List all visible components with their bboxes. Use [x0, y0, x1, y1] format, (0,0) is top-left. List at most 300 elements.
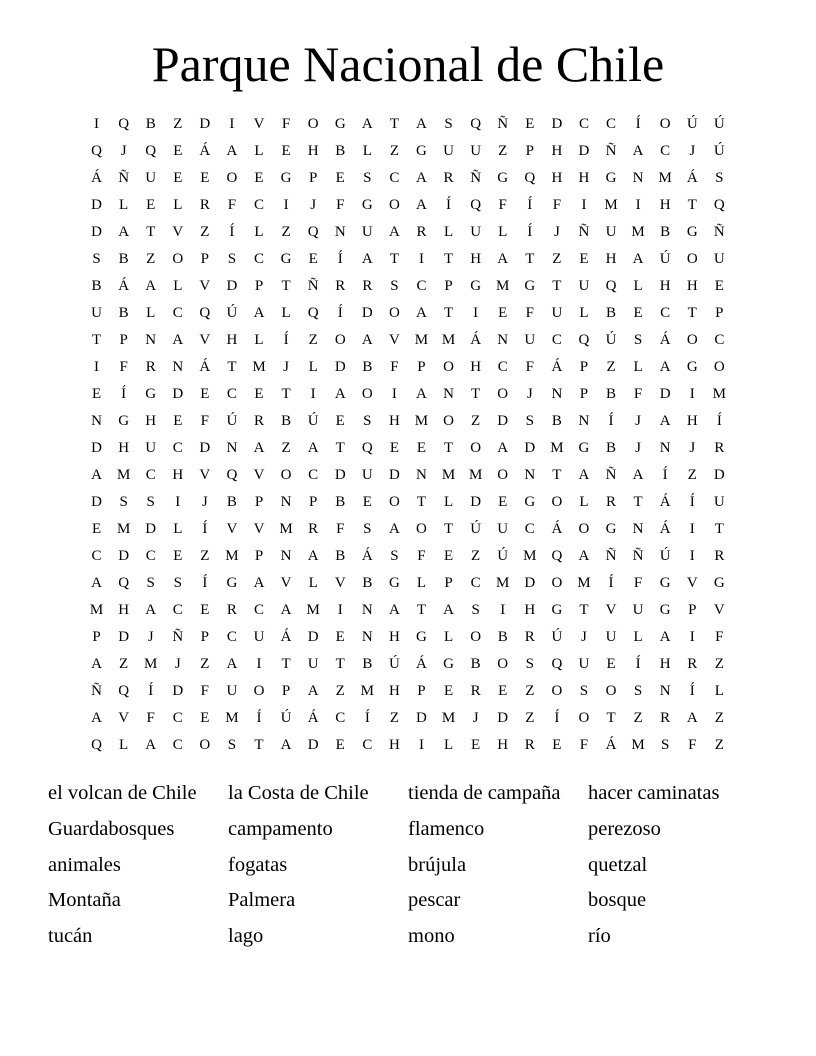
grid-letter: I [391, 386, 397, 402]
word-list-item: campamento [228, 817, 333, 840]
grid-letter: D [118, 548, 130, 564]
grid-letter: F [579, 737, 589, 753]
grid-letter: E [498, 305, 508, 321]
grid-letter: Ñ [578, 224, 590, 240]
grid-letter: A [361, 251, 373, 267]
grid-letter: B [335, 548, 346, 564]
grid-letter: E [91, 521, 102, 537]
grid-letter: G [524, 494, 536, 510]
grid-letter: D [578, 143, 590, 159]
grid-letter: T [254, 737, 264, 753]
grid-letter: Ñ [713, 224, 725, 240]
grid-letter: D [524, 440, 536, 456]
grid-letter: D [172, 683, 184, 699]
grid-letter: E [335, 170, 345, 186]
grid-letter: I [689, 386, 695, 402]
grid-letter: E [471, 737, 481, 753]
grid-letter: Á [686, 170, 698, 186]
grid-letter: J [283, 359, 289, 375]
grid-letter: T [443, 305, 454, 321]
grid-letter: D [388, 467, 400, 483]
grid-letter: O [605, 683, 617, 699]
grid-letter: S [146, 494, 155, 510]
grid-letter: Ú [686, 116, 698, 132]
grid-letter: A [172, 332, 184, 348]
grid-letter: N [524, 467, 536, 483]
grid-letter: A [443, 602, 454, 618]
grid-letter: Z [498, 143, 508, 159]
grid-letter: L [119, 737, 129, 753]
grid-letter: D [91, 224, 102, 240]
grid-letter: U [361, 467, 373, 483]
grid-letter: Í [689, 494, 695, 510]
grid-letter: P [417, 683, 426, 699]
grid-letter: T [335, 656, 345, 672]
grid-letter: I [500, 602, 506, 618]
grid-letter: G [443, 656, 454, 672]
grid-letter: D [497, 413, 509, 429]
grid-letter: L [633, 278, 643, 294]
grid-letter: P [254, 494, 264, 510]
grid-letter: S [579, 683, 589, 699]
word-list-item: río [588, 925, 611, 948]
grid-letter: Í [689, 683, 695, 699]
grid-letter: M [468, 467, 483, 483]
grid-letter: P [119, 332, 128, 348]
grid-letter: Ú [470, 521, 482, 537]
grid-letter: R [443, 170, 454, 186]
grid-letter: Á [118, 278, 130, 294]
grid-letter: L [254, 224, 264, 240]
grid-letter: Í [202, 575, 208, 591]
grid-letter: F [336, 521, 345, 537]
grid-letter: E [308, 251, 318, 267]
grid-letter: Z [714, 656, 724, 672]
grid-letter: M [712, 386, 726, 402]
grid-letter: J [581, 629, 587, 645]
grid-letter: R [606, 494, 617, 510]
grid-letter: Á [551, 521, 563, 537]
grid-letter: E [173, 548, 183, 564]
grid-letter: T [281, 386, 291, 402]
grid-letter: I [310, 386, 316, 402]
grid-letter: C [145, 467, 156, 483]
grid-letter: V [253, 521, 265, 537]
grid-letter: Z [200, 224, 210, 240]
grid-letter: U [443, 143, 454, 159]
grid-letter: O [226, 170, 238, 186]
grid-letter: I [175, 494, 181, 510]
grid-letter: A [361, 332, 373, 348]
grid-letter: J [635, 440, 642, 456]
grid-letter: G [145, 386, 157, 402]
grid-letter: A [416, 170, 427, 186]
grid-letter: O [470, 629, 482, 645]
grid-letter: E [362, 494, 372, 510]
grid-letter: B [362, 575, 373, 591]
grid-letter: L [579, 494, 589, 510]
grid-letter: D [91, 494, 102, 510]
grid-letter: M [441, 332, 456, 348]
grid-letter: N [334, 224, 346, 240]
grid-letter: C [362, 737, 373, 753]
grid-letter: C [714, 332, 725, 348]
grid-letter: E [335, 737, 345, 753]
grid-letter: D [172, 386, 184, 402]
grid-letter: L [308, 575, 318, 591]
grid-letter: T [443, 521, 454, 537]
grid-letter: D [361, 305, 373, 321]
grid-letter: Ú [659, 251, 671, 267]
grid-letter: Í [662, 467, 668, 483]
grid-letter: M [631, 737, 645, 753]
grid-letter: Q [118, 575, 130, 591]
grid-letter: L [443, 629, 454, 645]
grid-letter: T [416, 494, 427, 510]
grid-letter: C [254, 602, 265, 618]
grid-letter: P [417, 359, 426, 375]
grid-letter: N [226, 440, 238, 456]
grid-letter: R [145, 359, 156, 375]
grid-letter: H [118, 440, 130, 456]
grid-letter: E [91, 386, 102, 402]
grid-letter: U [145, 170, 157, 186]
grid-letter: U [632, 602, 644, 618]
grid-letter: F [715, 629, 724, 645]
grid-letter: E [200, 386, 210, 402]
grid-letter: E [389, 440, 399, 456]
grid-letter: B [606, 305, 617, 321]
grid-letter: A [578, 548, 590, 564]
grid-letter: D [470, 494, 482, 510]
grid-letter: D [199, 440, 211, 456]
grid-letter: M [631, 224, 645, 240]
grid-letter: Ú [226, 413, 238, 429]
grid-letter: F [390, 359, 399, 375]
grid-letter: B [226, 494, 237, 510]
grid-letter: G [713, 575, 725, 591]
grid-letter: N [497, 332, 509, 348]
grid-letter: F [200, 413, 210, 429]
grid-letter: H [551, 170, 563, 186]
grid-letter: C [254, 197, 265, 213]
grid-letter: Q [470, 116, 482, 132]
grid-letter: T [525, 251, 535, 267]
grid-letter: J [201, 494, 208, 510]
grid-letter: Ú [280, 710, 292, 726]
grid-letter: D [497, 710, 509, 726]
grid-letter: O [443, 359, 454, 375]
grid-letter: Z [389, 143, 399, 159]
grid-letter: Á [659, 521, 671, 537]
grid-letter: T [552, 278, 562, 294]
grid-letter: U [91, 305, 102, 321]
grid-letter: P [444, 278, 453, 294]
grid-letter: A [361, 116, 373, 132]
grid-letter: Z [633, 710, 643, 726]
grid-letter: H [388, 737, 400, 753]
grid-letter: O [361, 386, 373, 402]
grid-letter: O [172, 251, 184, 267]
grid-letter: A [91, 656, 102, 672]
grid-letter: A [578, 467, 590, 483]
grid-letter: Q [118, 683, 130, 699]
grid-letter: A [91, 467, 102, 483]
grid-letter: R [362, 278, 373, 294]
grid-letter: C [470, 575, 481, 591]
grid-letter: A [253, 305, 265, 321]
grid-letter: Ñ [605, 548, 617, 564]
grid-letter: V [199, 278, 211, 294]
grid-letter: D [551, 116, 563, 132]
grid-letter: Í [364, 710, 370, 726]
grid-letter: P [308, 170, 318, 186]
grid-letter: E [525, 116, 535, 132]
grid-letter: G [686, 224, 698, 240]
grid-letter: A [686, 710, 698, 726]
grid-letter: M [306, 602, 320, 618]
grid-letter: Í [337, 251, 343, 267]
grid-letter: A [145, 737, 157, 753]
grid-letter: E [552, 737, 562, 753]
grid-letter: N [91, 413, 102, 429]
grid-letter: L [173, 521, 183, 537]
grid-letter: R [335, 278, 346, 294]
grid-letter: C [226, 629, 237, 645]
grid-letter: G [118, 413, 130, 429]
grid-letter: C [606, 116, 617, 132]
grid-letter: B [470, 656, 481, 672]
grid-letter: V [253, 467, 265, 483]
grid-letter: U [145, 440, 157, 456]
grid-letter: S [390, 548, 399, 564]
grid-letter: D [91, 440, 102, 456]
grid-letter: P [688, 602, 697, 618]
grid-letter: P [254, 548, 264, 564]
grid-letter: Í [148, 683, 154, 699]
grid-letter: O [578, 521, 590, 537]
grid-letter: S [119, 494, 128, 510]
grid-letter: H [388, 413, 400, 429]
grid-letter: J [689, 440, 696, 456]
grid-letter: J [310, 197, 317, 213]
grid-letter: R [524, 629, 535, 645]
grid-letter: H [307, 143, 319, 159]
grid-letter: T [687, 305, 697, 321]
grid-letter: O [334, 332, 346, 348]
grid-letter: Í [635, 116, 641, 132]
grid-letter: M [658, 170, 672, 186]
grid-letter: D [145, 521, 157, 537]
grid-letter: J [147, 629, 154, 645]
grid-letter: G [551, 602, 563, 618]
grid-letter: N [280, 494, 292, 510]
grid-letter: G [416, 143, 427, 159]
grid-letter: H [659, 278, 671, 294]
grid-letter: Ú [226, 305, 238, 321]
grid-letter: H [118, 602, 130, 618]
grid-letter: A [416, 116, 427, 132]
grid-letter: H [551, 143, 563, 159]
grid-letter: B [606, 386, 617, 402]
grid-letter: B [281, 413, 292, 429]
grid-letter: D [307, 737, 319, 753]
grid-letter: F [498, 197, 507, 213]
grid-letter: S [444, 116, 453, 132]
grid-letter: B [660, 224, 671, 240]
grid-letter: Q [524, 170, 536, 186]
word-list-item: Palmera [228, 889, 296, 912]
grid-letter: A [253, 575, 265, 591]
grid-letter: U [524, 332, 536, 348]
grid-letter: V [199, 467, 211, 483]
grid-letter: A [226, 143, 238, 159]
grid-letter: Q [551, 656, 563, 672]
grid-letter: O [551, 494, 563, 510]
grid-letter: F [525, 359, 534, 375]
grid-letter: B [118, 251, 129, 267]
grid-letter: I [229, 116, 235, 132]
grid-letter: A [280, 602, 292, 618]
grid-letter: B [551, 413, 562, 429]
grid-letter: E [173, 143, 183, 159]
grid-letter: Z [714, 737, 724, 753]
grid-letter: T [335, 440, 345, 456]
grid-letter: D [524, 575, 536, 591]
grid-letter: Ñ [307, 278, 319, 294]
grid-letter: N [416, 467, 427, 483]
grid-letter: Í [635, 656, 641, 672]
grid-letter: A [253, 440, 265, 456]
grid-letter: Í [554, 710, 560, 726]
grid-letter: E [606, 656, 616, 672]
grid-letter: S [525, 413, 534, 429]
grid-letter: U [578, 656, 590, 672]
grid-letter: T [146, 224, 156, 240]
word-list-item: Guardabosques [48, 817, 175, 840]
grid-letter: T [389, 251, 399, 267]
grid-letter: S [146, 575, 155, 591]
grid-letter: A [226, 656, 238, 672]
grid-letter: Á [659, 332, 671, 348]
grid-letter: L [498, 224, 508, 240]
grid-letter: A [659, 413, 671, 429]
grid-letter: U [497, 521, 509, 537]
grid-letter: C [226, 386, 237, 402]
grid-letter: H [659, 656, 671, 672]
grid-letter: L [173, 197, 183, 213]
grid-letter: E [200, 710, 210, 726]
grid-letter: M [252, 359, 266, 375]
grid-letter: U [307, 656, 319, 672]
grid-letter: U [551, 305, 563, 321]
grid-letter: N [632, 521, 644, 537]
grid-letter: H [388, 683, 400, 699]
grid-letter: F [633, 575, 643, 591]
grid-letter: A [307, 440, 319, 456]
grid-letter: A [416, 386, 427, 402]
grid-letter: R [660, 710, 671, 726]
grid-letter: Í [527, 197, 533, 213]
grid-letter: O [388, 305, 400, 321]
word-search-grid [83, 111, 733, 759]
grid-letter: G [388, 575, 400, 591]
grid-letter: S [227, 251, 237, 267]
grid-letter: A [416, 305, 427, 321]
grid-letter: Í [229, 224, 235, 240]
grid-letter: L [308, 359, 318, 375]
grid-letter: Z [714, 710, 724, 726]
grid-letter: L [254, 143, 264, 159]
grid-letter: M [279, 521, 293, 537]
grid-letter: A [659, 359, 671, 375]
grid-letter: L [633, 359, 643, 375]
grid-letter: Z [173, 116, 183, 132]
grid-letter: C [578, 116, 589, 132]
grid-letter: H [686, 413, 698, 429]
grid-letter: U [470, 224, 482, 240]
grid-letter: E [146, 197, 156, 213]
grid-letter: T [606, 710, 616, 726]
grid-letter: Z [119, 656, 129, 672]
grid-letter: G [605, 170, 617, 186]
grid-letter: V [686, 575, 698, 591]
grid-letter: N [280, 548, 292, 564]
grid-letter: Q [307, 224, 319, 240]
grid-letter: J [174, 656, 181, 672]
grid-letter: E [579, 251, 589, 267]
grid-letter: Z [525, 683, 535, 699]
grid-letter: A [388, 602, 400, 618]
grid-letter: P [308, 494, 318, 510]
grid-letter: B [91, 278, 102, 294]
grid-letter: L [362, 143, 372, 159]
grid-letter: P [92, 629, 101, 645]
grid-letter: G [280, 251, 292, 267]
word-list-item: animales [48, 853, 121, 876]
grid-letter: S [92, 251, 101, 267]
grid-letter: C [172, 440, 183, 456]
grid-letter: Q [470, 197, 482, 213]
grid-letter: R [226, 602, 237, 618]
grid-letter: Í [202, 521, 208, 537]
grid-letter: S [715, 170, 724, 186]
grid-letter: Ñ [172, 629, 184, 645]
grid-letter: R [308, 521, 319, 537]
grid-letter: A [145, 602, 157, 618]
grid-letter: V [253, 116, 265, 132]
grid-letter: I [418, 251, 424, 267]
grid-letter: G [226, 575, 238, 591]
grid-letter: Q [605, 278, 617, 294]
word-list-item: el volcan de Chile [48, 782, 197, 804]
grid-letter: F [417, 548, 426, 564]
grid-letter: A [307, 683, 319, 699]
grid-letter: Q [307, 305, 319, 321]
grid-letter: S [633, 683, 643, 699]
grid-letter: C [308, 467, 319, 483]
grid-letter: E [443, 683, 454, 699]
grid-letter: J [526, 386, 533, 402]
grid-letter: C [524, 521, 535, 537]
grid-letter: Á [416, 656, 427, 672]
grid-letter: R [416, 224, 427, 240]
grid-letter: Q [199, 305, 211, 321]
grid-letter: G [578, 440, 590, 456]
grid-letter: A [145, 278, 157, 294]
word-list-item: fogatas [228, 853, 288, 876]
grid-letter: A [91, 575, 102, 591]
